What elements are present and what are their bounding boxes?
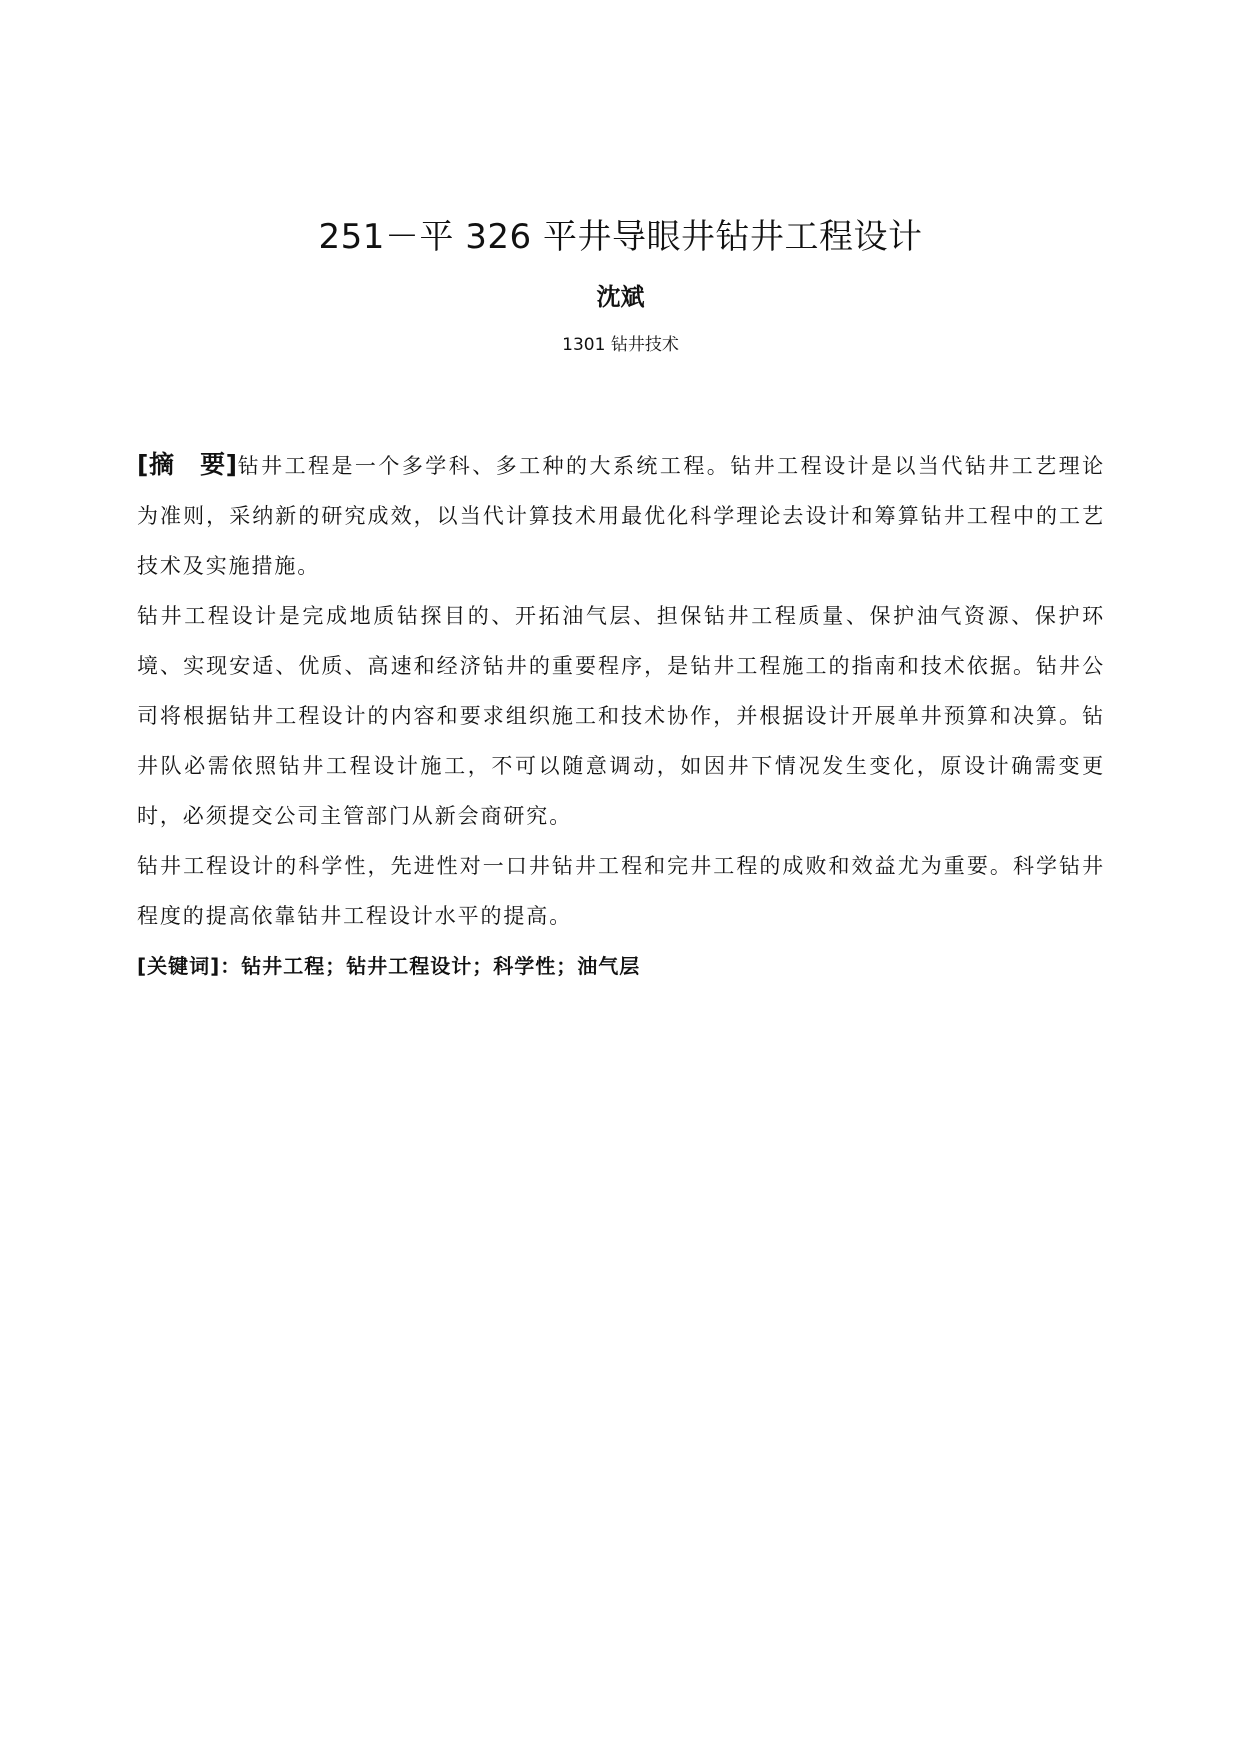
keywords-text: 钻井工程；钻井工程设计；科学性；油气层 <box>241 954 641 978</box>
author-affiliation: 1301 钻井技术 <box>562 335 679 355</box>
keywords-label: [关键词]： <box>137 954 242 978</box>
abstract-section <box>137 440 1105 991</box>
keywords-line <box>137 941 1105 991</box>
abstract-paragraph-3: 钻井工程设计的科学性，先进性对一口井钻井工程和完井工程的成败和效益尤为重要。科学钻井程度的提高依靠钻井工程设计水平的提高。 <box>137 854 1105 928</box>
abstract-text-1: 钻井工程是一个多学科、多工种的大系统工程。钻井工程设计是以当代钻井工艺理论为准则，采纳新的研究成效，以当代计算技术用最优化科学理论去设计和筹算钻井工程中的工艺技术及实施措施。 <box>137 454 1106 578</box>
abstract-paragraph-1 <box>137 440 1105 591</box>
abstract-paragraph-2: 钻井工程设计是完成地质钻探目的、开拓油气层、担保钻井工程质量、保护油气资源、保护环境、实现安适、优质、高速和经济钻井的重要程序，是钻井工程施工的指南和技术依据。钻井公司将根据钻井工程设计的内容和要求组织施工和技术协作，并根据设计开展单井预算和决算。钻井队必需依照钻井工程设计施工，不可以随意调动，如因井下情况发生变化，原设计确需变更时，必须提交公司主管部门从新会商研究。 <box>137 604 1105 828</box>
abstract-label: [摘 要] <box>137 450 238 479</box>
paper-title: 251－平 326 平井导眼井钻井工程设计 <box>318 217 923 257</box>
author-name: 沈斌 <box>596 283 645 311</box>
